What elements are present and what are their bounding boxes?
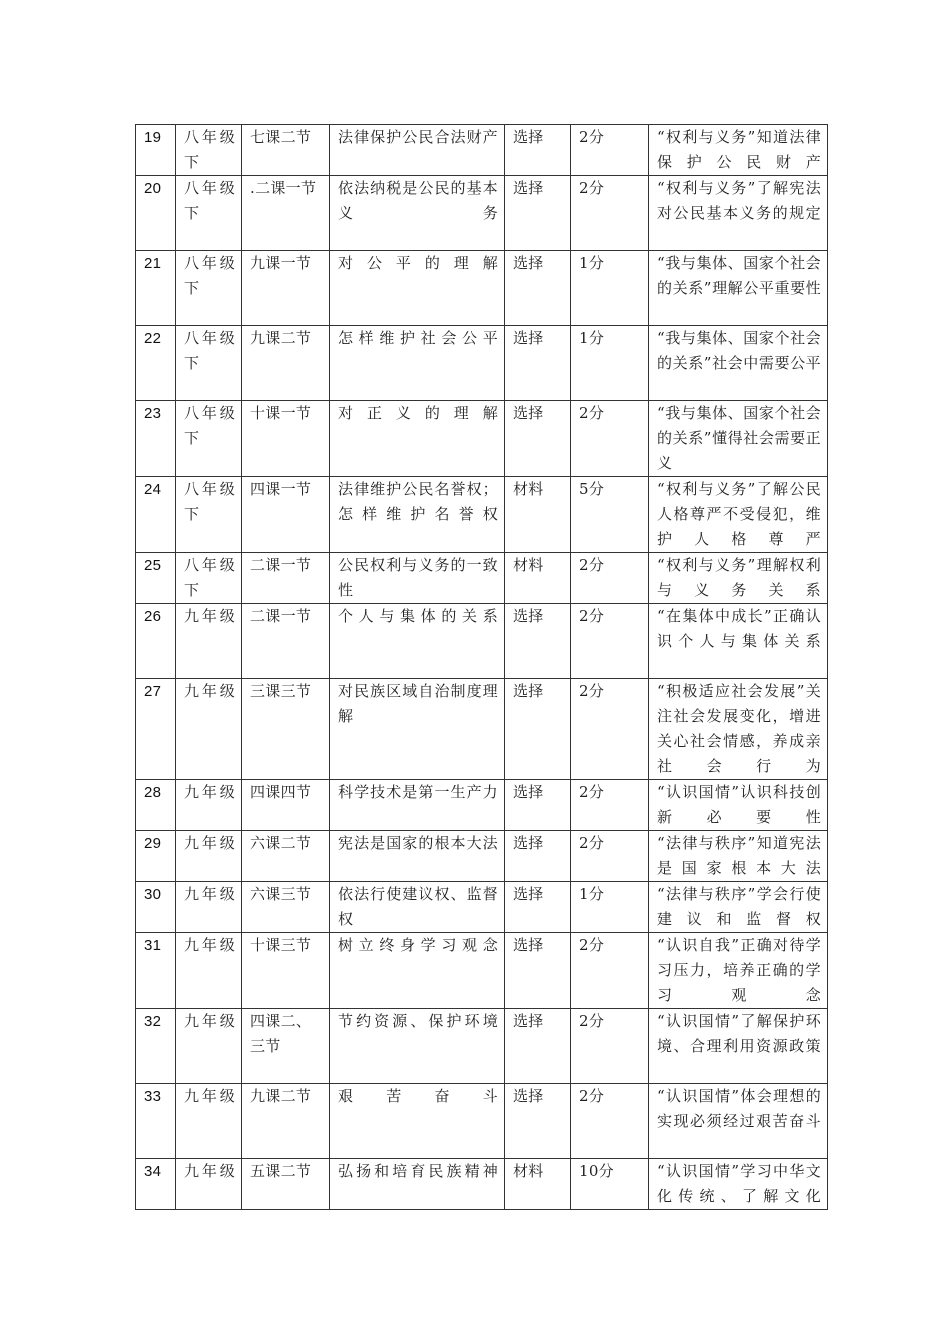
cell-number: 27 <box>136 679 176 780</box>
table-row <box>136 1159 828 1210</box>
cell-score: 2分 <box>571 1009 649 1084</box>
cell-score: 2分 <box>571 1084 649 1159</box>
cell-score: 2分 <box>571 831 649 882</box>
cell-lesson: 四课一节 <box>242 477 330 553</box>
exam-analysis-table <box>135 124 828 1210</box>
cell-grade: 八年级下 <box>176 477 242 553</box>
cell-score: 2分 <box>571 933 649 1009</box>
table-row <box>136 679 828 780</box>
cell-number: 26 <box>136 604 176 679</box>
cell-question-type: 选择 <box>505 251 571 326</box>
cell-content: 节约资源、保护环境 <box>330 1009 505 1084</box>
cell-content: 弘扬和培育民族精神 <box>330 1159 505 1210</box>
cell-lesson: 六课二节 <box>242 831 330 882</box>
cell-number: 28 <box>136 780 176 831</box>
cell-content: 科学技术是第一生产力 <box>330 780 505 831</box>
cell-number: 20 <box>136 176 176 251</box>
cell-content: 对公平的理解 <box>330 251 505 326</box>
table-row <box>136 176 828 251</box>
table-body <box>136 125 828 1210</box>
cell-goal: “认识国情”认识科技创新必要性 <box>649 780 828 831</box>
cell-grade: 九年级 <box>176 780 242 831</box>
cell-lesson: 二课一节 <box>242 604 330 679</box>
cell-goal: “法律与秩序”知道宪法是国家根本大法 <box>649 831 828 882</box>
cell-grade: 八年级下 <box>176 401 242 477</box>
cell-goal: “积极适应社会发展”关注社会发展变化，增进关心社会情感，养成亲社会行为 <box>649 679 828 780</box>
cell-grade: 八年级下 <box>176 326 242 401</box>
cell-goal: “在集体中成长”正确认识个人与集体关系 <box>649 604 828 679</box>
cell-number: 30 <box>136 882 176 933</box>
cell-lesson: 十课三节 <box>242 933 330 1009</box>
cell-lesson: 三课三节 <box>242 679 330 780</box>
cell-content: 对民族区域自治制度理解 <box>330 679 505 780</box>
table-row <box>136 477 828 553</box>
cell-question-type: 选择 <box>505 780 571 831</box>
cell-score: 2分 <box>571 125 649 176</box>
cell-lesson: 六课三节 <box>242 882 330 933</box>
cell-content: 公民权利与义务的一致性 <box>330 553 505 604</box>
cell-question-type: 材料 <box>505 553 571 604</box>
cell-goal: “认识国情”体会理想的实现必须经过艰苦奋斗 <box>649 1084 828 1159</box>
cell-goal: “我与集体、国家个社会的关系”社会中需要公平 <box>649 326 828 401</box>
cell-question-type: 选择 <box>505 933 571 1009</box>
cell-goal: “法律与秩序”学会行使建议和监督权 <box>649 882 828 933</box>
table-row <box>136 831 828 882</box>
cell-grade: 九年级 <box>176 1159 242 1210</box>
cell-question-type: 选择 <box>505 1084 571 1159</box>
table-row <box>136 1009 828 1084</box>
cell-grade: 九年级 <box>176 1084 242 1159</box>
cell-goal: “权利与义务”知道法律保护公民财产 <box>649 125 828 176</box>
cell-number: 31 <box>136 933 176 1009</box>
cell-lesson: 十课一节 <box>242 401 330 477</box>
table-row <box>136 125 828 176</box>
cell-goal: “认识自我”正确对待学习压力，培养正确的学习观念 <box>649 933 828 1009</box>
cell-number: 23 <box>136 401 176 477</box>
cell-number: 22 <box>136 326 176 401</box>
cell-goal: “权利与义务”了解宪法对公民基本义务的规定 <box>649 176 828 251</box>
cell-grade: 八年级下 <box>176 251 242 326</box>
cell-content: 怎样维护社会公平 <box>330 326 505 401</box>
cell-number: 21 <box>136 251 176 326</box>
cell-content: 树立终身学习观念 <box>330 933 505 1009</box>
cell-number: 25 <box>136 553 176 604</box>
cell-question-type: 选择 <box>505 604 571 679</box>
cell-grade: 九年级 <box>176 1009 242 1084</box>
table-row <box>136 326 828 401</box>
cell-number: 24 <box>136 477 176 553</box>
cell-content: 依法行使建议权、监督权 <box>330 882 505 933</box>
cell-number: 19 <box>136 125 176 176</box>
table-row <box>136 1084 828 1159</box>
cell-question-type: 选择 <box>505 326 571 401</box>
cell-grade: 九年级 <box>176 933 242 1009</box>
table-row <box>136 401 828 477</box>
cell-score: 1分 <box>571 882 649 933</box>
cell-grade: 九年级 <box>176 679 242 780</box>
cell-question-type: 选择 <box>505 831 571 882</box>
cell-score: 10分 <box>571 1159 649 1210</box>
cell-score: 2分 <box>571 553 649 604</box>
cell-number: 29 <box>136 831 176 882</box>
cell-lesson: .二课一节 <box>242 176 330 251</box>
cell-grade: 九年级 <box>176 882 242 933</box>
table-row <box>136 780 828 831</box>
cell-lesson: 四课二、三节 <box>242 1009 330 1084</box>
cell-goal: “我与集体、国家个社会的关系”理解公平重要性 <box>649 251 828 326</box>
cell-score: 2分 <box>571 604 649 679</box>
cell-goal: “认识国情”了解保护环境、合理利用资源政策 <box>649 1009 828 1084</box>
cell-question-type: 选择 <box>505 125 571 176</box>
cell-lesson: 二课一节 <box>242 553 330 604</box>
table-row <box>136 251 828 326</box>
cell-score: 2分 <box>571 780 649 831</box>
cell-lesson: 四课四节 <box>242 780 330 831</box>
cell-content: 个人与集体的关系 <box>330 604 505 679</box>
table-row <box>136 604 828 679</box>
cell-score: 1分 <box>571 251 649 326</box>
cell-question-type: 选择 <box>505 401 571 477</box>
cell-goal: “权利与义务”了解公民人格尊严不受侵犯，维护人格尊严 <box>649 477 828 553</box>
cell-question-type: 材料 <box>505 477 571 553</box>
cell-score: 2分 <box>571 176 649 251</box>
cell-number: 34 <box>136 1159 176 1210</box>
cell-number: 33 <box>136 1084 176 1159</box>
cell-question-type: 选择 <box>505 176 571 251</box>
cell-content: 法律维护公民名誉权；怎样维护名誉权 <box>330 477 505 553</box>
cell-grade: 八年级下 <box>176 125 242 176</box>
cell-content: 宪法是国家的根本大法 <box>330 831 505 882</box>
cell-question-type: 选择 <box>505 882 571 933</box>
cell-score: 1分 <box>571 326 649 401</box>
cell-number: 32 <box>136 1009 176 1084</box>
cell-goal: “我与集体、国家个社会的关系”懂得社会需要正义 <box>649 401 828 477</box>
cell-content: 艰苦奋斗 <box>330 1084 505 1159</box>
cell-lesson: 九课二节 <box>242 1084 330 1159</box>
table-row <box>136 882 828 933</box>
cell-goal: “认识国情”学习中华文化传统、了解文化 <box>649 1159 828 1210</box>
cell-question-type: 材料 <box>505 1159 571 1210</box>
cell-question-type: 选择 <box>505 1009 571 1084</box>
cell-grade: 八年级下 <box>176 553 242 604</box>
cell-goal: “权利与义务”理解权利与义务关系 <box>649 553 828 604</box>
cell-content: 依法纳税是公民的基本义务 <box>330 176 505 251</box>
cell-content: 法律保护公民合法财产 <box>330 125 505 176</box>
cell-grade: 九年级 <box>176 604 242 679</box>
cell-lesson: 七课二节 <box>242 125 330 176</box>
table-row <box>136 553 828 604</box>
cell-grade: 八年级下 <box>176 176 242 251</box>
cell-content: 对正义的理解 <box>330 401 505 477</box>
cell-question-type: 选择 <box>505 679 571 780</box>
cell-score: 2分 <box>571 679 649 780</box>
cell-lesson: 五课二节 <box>242 1159 330 1210</box>
cell-lesson: 九课二节 <box>242 326 330 401</box>
cell-grade: 九年级 <box>176 831 242 882</box>
cell-lesson: 九课一节 <box>242 251 330 326</box>
cell-score: 2分 <box>571 401 649 477</box>
table-row <box>136 933 828 1009</box>
cell-score: 5分 <box>571 477 649 553</box>
